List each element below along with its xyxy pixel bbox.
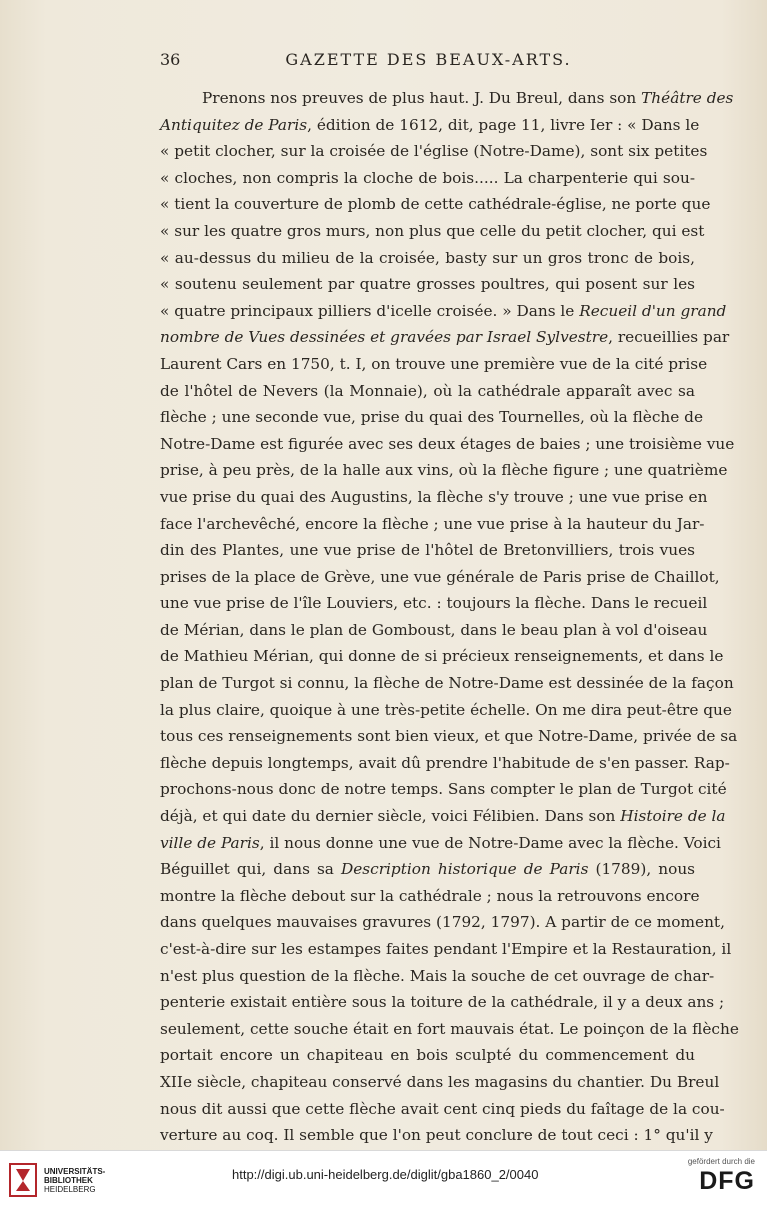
text-segment: face l'archevêché, encore la flèche ; une vue prise à la hauteur du Jar- xyxy=(160,514,705,533)
italic-segment: Description historique de Paris xyxy=(340,860,589,879)
text-line xyxy=(160,138,708,165)
text-line xyxy=(160,697,732,724)
italic-segment: Histoire de la xyxy=(620,807,726,826)
text-segment: portait encore un chapiteau en bois sculpté du commencement du xyxy=(160,1046,695,1065)
funder-label: gefördert durch die xyxy=(687,1157,755,1166)
text-line xyxy=(160,776,727,803)
library-line-3: HEIDELBERG xyxy=(44,1185,96,1194)
text-segment: de Mathieu Mérian, qui donne de si précieux renseignements, et dans le xyxy=(160,647,724,666)
text-segment: une vue prise de l'île Louviers, etc. : toujours la flèche. Dans le recueil xyxy=(160,594,708,613)
text-segment: la plus claire, quoique à une très-petite échelle. On me dira peut-être que xyxy=(160,700,732,719)
text-segment: « soutenu seulement par quatre grosses poultres, qui posent sur les xyxy=(160,275,695,294)
text-line xyxy=(160,590,708,617)
library-line-1: UNIVERSITÄTS- xyxy=(44,1167,106,1176)
text-segment: n'est plus question de la flèche. Mais la souche de cet ouvrage de char- xyxy=(160,966,715,985)
text-segment: (1789), nous xyxy=(588,860,696,879)
text-line xyxy=(160,271,695,298)
text-line xyxy=(160,218,705,245)
library-line-2: BIBLIOTHEK xyxy=(44,1176,93,1185)
text-segment: montre la flèche debout sur la cathédrale ; nous la retrouvons encore xyxy=(160,886,700,905)
italic-segment: Théâtre des xyxy=(641,89,734,107)
text-line xyxy=(160,1122,713,1149)
text-line xyxy=(160,856,695,883)
text-segment: plan de Turgot si connu, la flèche de Notre-Dame est dessinée de la façon xyxy=(160,674,734,693)
text-line xyxy=(160,803,726,830)
text-line xyxy=(160,431,735,458)
text-line xyxy=(160,351,708,378)
text-line xyxy=(160,723,738,750)
text-line xyxy=(160,750,730,777)
italic-segment: Antiquitez de Paris xyxy=(160,115,308,134)
library-emblem-icon xyxy=(8,1161,38,1199)
text-segment: « tient la couverture de plomb de cette cathédrale-église, ne porte que xyxy=(160,195,711,214)
text-segment: de Mérian, dans le plan de Gomboust, dans le beau plan à vol d'oiseau xyxy=(160,620,708,639)
text-line xyxy=(160,670,734,697)
body-text xyxy=(160,85,739,1149)
text-segment: , édition de 1612, dit, page 11, livre Ier : « Dans le xyxy=(307,115,700,134)
text-segment: « sur les quatre gros murs, non plus que celle du petit clocher, qui est xyxy=(160,221,705,240)
viewer-footer xyxy=(0,1150,767,1207)
page-number: 36 xyxy=(160,50,181,69)
text-line xyxy=(160,484,708,511)
text-segment: de l'hôtel de Nevers (la Monnaie), où la cathédrale apparaît avec sa xyxy=(160,381,695,400)
text-segment: prises de la place de Grève, une vue générale de Paris prise de Chaillot, xyxy=(160,567,720,586)
page-header xyxy=(160,50,697,76)
text-line xyxy=(160,378,695,405)
italic-segment: Recueil d'un grand xyxy=(579,301,727,320)
text-segment: Béguillet qui, dans sa xyxy=(160,860,341,879)
library-name xyxy=(44,1167,105,1194)
text-segment: Laurent Cars en 1750, t. I, on trouve une première vue de la cité prise xyxy=(160,354,708,373)
text-line xyxy=(160,909,725,936)
text-segment: seulement, cette souche était en fort mauvais état. Le poinçon de la flèche xyxy=(160,1019,739,1038)
dfg-logo[interactable] xyxy=(675,1157,755,1203)
text-segment: flèche ; une seconde vue, prise du quai des Tournelles, où la flèche de xyxy=(160,408,704,427)
text-segment: verture au coq. Il semble que l'on peut conclure de tout ceci : 1° qu'il y xyxy=(160,1126,713,1145)
page-url[interactable]: http://digi.ub.uni-heidelberg.de/diglit/gba1860_2/0040 xyxy=(232,1167,539,1182)
text-segment: Prenons nos preuves de plus haut. J. Du Breul, dans son xyxy=(202,89,642,107)
text-line xyxy=(160,1069,720,1096)
text-segment: déjà, et qui date du dernier siècle, voici Félibien. Dans son xyxy=(160,807,621,826)
text-line xyxy=(160,404,704,431)
text-segment: « cloches, non compris la cloche de bois..... La charpenterie qui sou- xyxy=(160,168,695,187)
text-line xyxy=(160,537,695,564)
text-line xyxy=(160,989,725,1016)
text-line xyxy=(160,830,721,857)
italic-segment: nombre de Vues dessinées et gravées par Israel Sylvestre xyxy=(160,328,609,347)
funder-name: DFG xyxy=(699,1167,755,1195)
text-line xyxy=(160,1096,725,1123)
text-line xyxy=(160,1016,739,1043)
text-line xyxy=(160,643,724,670)
text-segment: Notre-Dame est figurée avec ses deux étages de baies ; une troisième vue xyxy=(160,434,735,453)
text-line xyxy=(160,245,695,272)
text-segment: prise, à peu près, de la halle aux vins, où la flèche figure ; une quatrième xyxy=(160,461,728,480)
university-library-logo[interactable] xyxy=(8,1161,128,1201)
text-line xyxy=(160,457,728,484)
text-segment: nous dit aussi que cette flèche avait cent cinq pieds du faîtage de la cou- xyxy=(160,1099,725,1118)
text-line xyxy=(160,564,720,591)
text-segment: dans quelques mauvaises gravures (1792, 1797). A partir de ce moment, xyxy=(160,913,725,932)
text-line xyxy=(160,617,708,644)
text-segment: prochons-nous donc de notre temps. Sans compter le plan de Turgot cité xyxy=(160,780,727,799)
text-segment: XIIe siècle, chapiteau conservé dans les magasins du chantier. Du Breul xyxy=(160,1072,720,1091)
text-line xyxy=(160,324,730,351)
text-line xyxy=(160,883,700,910)
text-segment: flèche depuis longtemps, avait dû prendre l'habitude de s'en passer. Rap- xyxy=(160,753,730,772)
text-segment: penterie existait entière sous la toiture de la cathédrale, il y a deux ans ; xyxy=(160,993,725,1012)
text-line xyxy=(160,165,695,192)
text-line xyxy=(160,191,711,218)
text-segment: vue prise du quai des Augustins, la flèche s'y trouve ; une vue prise en xyxy=(160,487,708,506)
text-segment: c'est-à-dire sur les estampes faites pendant l'Empire et la Restauration, il xyxy=(160,940,732,958)
text-segment: « au-dessus du milieu de la croisée, basty sur un gros tronc de bois, xyxy=(160,248,695,267)
text-line xyxy=(160,298,727,325)
text-line xyxy=(160,936,732,963)
text-segment: din des Plantes, une vue prise de l'hôtel de Bretonvilliers, trois vues xyxy=(160,541,695,560)
italic-segment: ville de Paris xyxy=(160,833,260,852)
running-title: GAZETTE DES BEAUX-ARTS. xyxy=(285,50,572,69)
text-line xyxy=(160,1042,695,1069)
text-segment: , il nous donne une vue de Notre-Dame avec la flèche. Voici xyxy=(259,833,721,852)
text-line xyxy=(160,85,734,112)
text-segment: tous ces renseignements sont bien vieux, et que Notre-Dame, privée de sa xyxy=(160,727,738,746)
text-segment: « quatre principaux pilliers d'icelle croisée. » Dans le xyxy=(160,301,580,320)
text-segment: , recueillies par xyxy=(608,328,730,347)
text-line xyxy=(160,511,705,538)
text-line xyxy=(160,112,700,139)
text-segment: « petit clocher, sur la croisée de l'église (Notre-Dame), sont six petites xyxy=(160,142,708,161)
text-line xyxy=(160,963,715,990)
